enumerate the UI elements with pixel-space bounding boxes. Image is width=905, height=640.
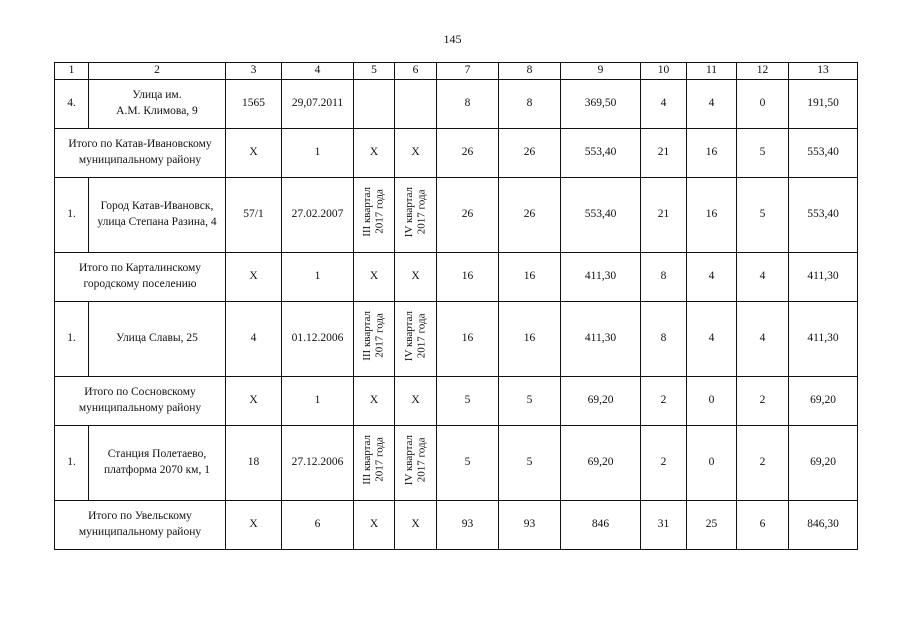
table-row — [55, 178, 858, 253]
cell-c6: Х — [395, 377, 437, 426]
cell-c12: 4 — [737, 302, 789, 377]
cell-c13: 846,30 — [789, 501, 858, 550]
cell-c3: 1565 — [226, 80, 282, 129]
cell-c11: 0 — [687, 377, 737, 426]
cell-c10: 8 — [641, 253, 687, 302]
cell-c7: 5 — [437, 426, 499, 501]
cell-c4: 01.12.2006 — [282, 302, 354, 377]
cell-c13: 553,40 — [789, 129, 858, 178]
cell-c5: Х — [354, 377, 395, 426]
cell-c13: 191,50 — [789, 80, 858, 129]
cell-c11: 16 — [687, 178, 737, 253]
quarter-text: III квартал 2017 года — [361, 435, 386, 486]
quarter-text: IV квартал 2017 года — [402, 311, 428, 362]
cell-c3: 18 — [226, 426, 282, 501]
cell-c8: 5 — [499, 426, 561, 501]
cell-c10: 8 — [641, 302, 687, 377]
data-table — [54, 62, 858, 550]
total-row — [55, 129, 858, 178]
address-cell: Город Катав-Ивановск, улица Степана Разина, 4 — [89, 178, 226, 253]
cell-c6 — [395, 178, 437, 253]
header-cell: 2 — [89, 63, 226, 80]
cell-c9: 846 — [561, 501, 641, 550]
cell-c7: 16 — [437, 253, 499, 302]
cell-c7: 93 — [437, 501, 499, 550]
cell-c4: 1 — [282, 377, 354, 426]
cell-c12: 0 — [737, 80, 789, 129]
header-cell: 3 — [226, 63, 282, 80]
cell-c5 — [354, 302, 395, 377]
cell-c7: 26 — [437, 178, 499, 253]
cell-c3: 4 — [226, 302, 282, 377]
quarter-text: III квартал 2017 года — [361, 311, 386, 362]
header-cell: 9 — [561, 63, 641, 80]
header-cell: 13 — [789, 63, 858, 80]
cell-c11: 4 — [687, 253, 737, 302]
cell-c12: 5 — [737, 178, 789, 253]
cell-c11: 25 — [687, 501, 737, 550]
header-row — [55, 63, 858, 80]
table-row — [55, 426, 858, 501]
header-cell: 1 — [55, 63, 89, 80]
cell-c11: 16 — [687, 129, 737, 178]
cell-c5: Х — [354, 501, 395, 550]
cell-c6 — [395, 302, 437, 377]
quarter-text: III квартал 2017 года — [361, 187, 386, 238]
header-cell: 10 — [641, 63, 687, 80]
cell-c4: 1 — [282, 129, 354, 178]
cell-c5: Х — [354, 253, 395, 302]
cell-c8: 16 — [499, 302, 561, 377]
cell-c5 — [354, 80, 395, 129]
address-cell: Станция Полетаево, платформа 2070 км, 1 — [89, 426, 226, 501]
cell-c6: Х — [395, 129, 437, 178]
cell-c4: 1 — [282, 253, 354, 302]
cell-c3: Х — [226, 129, 282, 178]
cell-c9: 553,40 — [561, 178, 641, 253]
cell-c12: 4 — [737, 253, 789, 302]
quarter-text: IV квартал 2017 года — [402, 435, 428, 486]
cell-c3: Х — [226, 253, 282, 302]
cell-c11: 0 — [687, 426, 737, 501]
cell-c9: 69,20 — [561, 426, 641, 501]
cell-c10: 2 — [641, 377, 687, 426]
total-label: Итого по Увельскому муниципальному району — [55, 501, 226, 550]
cell-c13: 411,30 — [789, 302, 858, 377]
header-cell: 7 — [437, 63, 499, 80]
cell-c5: Х — [354, 129, 395, 178]
total-row — [55, 501, 858, 550]
quarter-text: IV квартал 2017 года — [402, 187, 428, 238]
total-row — [55, 377, 858, 426]
cell-c6 — [395, 80, 437, 129]
cell-c13: 411,30 — [789, 253, 858, 302]
cell-c6 — [395, 426, 437, 501]
cell-c5 — [354, 426, 395, 501]
cell-c4: 27.02.2007 — [282, 178, 354, 253]
cell-c10: 4 — [641, 80, 687, 129]
cell-c12: 5 — [737, 129, 789, 178]
cell-c3: Х — [226, 501, 282, 550]
header-cell: 5 — [354, 63, 395, 80]
cell-c6: Х — [395, 501, 437, 550]
cell-c8: 93 — [499, 501, 561, 550]
cell-c7: 26 — [437, 129, 499, 178]
total-row — [55, 253, 858, 302]
header-cell: 6 — [395, 63, 437, 80]
cell-c3: 57/1 — [226, 178, 282, 253]
cell-c10: 2 — [641, 426, 687, 501]
cell-c5 — [354, 178, 395, 253]
cell-c9: 411,30 — [561, 302, 641, 377]
cell-c4: 29,07.2011 — [282, 80, 354, 129]
cell-c13: 553,40 — [789, 178, 858, 253]
cell-c9: 369,50 — [561, 80, 641, 129]
cell-c12: 2 — [737, 426, 789, 501]
address-cell: Улица Славы, 25 — [89, 302, 226, 377]
cell-c4: 27.12.2006 — [282, 426, 354, 501]
total-label: Итого по Катав-Ивановскому муниципальному району — [55, 129, 226, 178]
cell-c12: 2 — [737, 377, 789, 426]
row-number: 1. — [55, 426, 89, 501]
table-row — [55, 80, 858, 129]
cell-c8: 5 — [499, 377, 561, 426]
total-label: Итого по Сосновскому муниципальному району — [55, 377, 226, 426]
cell-c9: 69,20 — [561, 377, 641, 426]
row-number: 1. — [55, 302, 89, 377]
header-cell: 4 — [282, 63, 354, 80]
total-label: Итого по Карталинскому городскому поселению — [55, 253, 226, 302]
cell-c8: 26 — [499, 129, 561, 178]
header-cell: 12 — [737, 63, 789, 80]
cell-c9: 553,40 — [561, 129, 641, 178]
cell-c6: Х — [395, 253, 437, 302]
cell-c8: 26 — [499, 178, 561, 253]
row-number: 4. — [55, 80, 89, 129]
cell-c11: 4 — [687, 80, 737, 129]
cell-c8: 16 — [499, 253, 561, 302]
cell-c12: 6 — [737, 501, 789, 550]
cell-c10: 21 — [641, 129, 687, 178]
table-row — [55, 302, 858, 377]
cell-c8: 8 — [499, 80, 561, 129]
cell-c4: 6 — [282, 501, 354, 550]
cell-c10: 31 — [641, 501, 687, 550]
cell-c7: 5 — [437, 377, 499, 426]
cell-c9: 411,30 — [561, 253, 641, 302]
header-cell: 8 — [499, 63, 561, 80]
cell-c7: 16 — [437, 302, 499, 377]
header-cell: 11 — [687, 63, 737, 80]
cell-c13: 69,20 — [789, 426, 858, 501]
row-number: 1. — [55, 178, 89, 253]
page-number: 145 — [443, 32, 462, 46]
cell-c11: 4 — [687, 302, 737, 377]
address-cell: Улица им. А.М. Климова, 9 — [89, 80, 226, 129]
cell-c3: Х — [226, 377, 282, 426]
cell-c10: 21 — [641, 178, 687, 253]
cell-c7: 8 — [437, 80, 499, 129]
cell-c13: 69,20 — [789, 377, 858, 426]
